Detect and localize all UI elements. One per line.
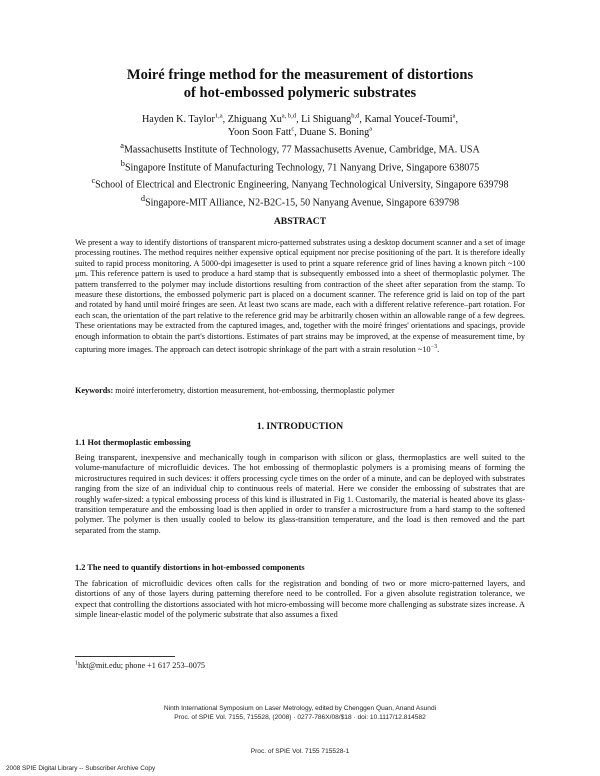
- library-notice: 2008 SPIE Digital Library -- Subscriber Archive Copy: [6, 765, 156, 772]
- title-line-1: Moiré fringe method for the measurement of distortions: [126, 67, 474, 83]
- author-name: Li Shiguang: [301, 114, 352, 125]
- author-affil-mark: b,d: [351, 112, 360, 120]
- keywords: [75, 386, 525, 395]
- paper-title: [60, 66, 540, 102]
- subsection-heading-1-1: 1.1 Hot thermoplastic embossing: [75, 438, 191, 447]
- author-line-1: Hayden K. Taylor$^{1,a}$, Zhiguang Xu$^{a, b,d}$, Li Shiguang$^{b,d}$, Kamal Youcef-Toumi$^a$,: [141, 112, 459, 125]
- author-affil-mark: 1,a: [214, 112, 223, 120]
- author-affil-mark: c: [291, 125, 295, 133]
- affil-text: Singapore Institute of Manufacturing Technology, 71 Nanyang Drive, Singapore 638075: [124, 161, 480, 173]
- author-name: Hayden K. Taylor: [141, 114, 215, 125]
- abstract-body: [75, 238, 525, 355]
- affil-text: Massachusetts Institute of Technology, 77 Massachusetts Avenue, Cambridge, MA. USA: [123, 144, 480, 156]
- author-name: Zhiguang Xu: [227, 114, 282, 125]
- affil-mark: a: [120, 141, 124, 150]
- author-line-2: Yoon Soon Fatt$^c$, Duane S. Boning$^a$: [227, 125, 373, 139]
- keywords-label: Keywords:: [75, 386, 114, 395]
- footnote-mark: 1: [75, 660, 78, 667]
- conference-line-2: Proc. of SPIE Vol. 7155, 715528, (2008) · 0277-786X/08/$18 · doi: 10.1117/12.814582: [174, 714, 426, 721]
- author-name: Duane S. Boning: [299, 127, 370, 139]
- author-affil-mark: a, b,d: [281, 112, 297, 120]
- author-affil-mark: a: [369, 125, 373, 133]
- abstract-heading: ABSTRACT: [273, 216, 327, 227]
- affil-mark: b: [120, 158, 125, 168]
- footnote: [75, 661, 205, 670]
- abstract-text: We present a way to identify distortions of transparent micro-patterned substrates using a desktop document scanner and a set of image processing routines. The method requires neither expensive optical equipment nor precise positioning of the part. It is therefore ideally suited to rapid process monitoring. A 5000-dpi imagesetter is used to print a square reference grid of lines having a known pitch ~100 μm. This reference pattern is used to produce a hard stamp that is subsequently embossed into a sheet of thermoplastic polymer. The pattern transferred to the polymer may include distortions resulting from contraction of the sheet after separation from the stamp. To measure these distortions, the embossed polymeric part is placed on a document scanner. The reference grid is laid on top of the part and rotated by hand until moiré fringes are seen. At least two scans are made, each with a different relative reference–part rotation. For each scan, the orientation of the part relative to the reference grid may be arbitrarily chosen within an allowable range of a few degrees. These orientations may be extracted from the captured images, and, together with the moiré fringes' orientations and spacings, provide enough information to obtain the part's distortions. Estimates of part strains may be improved, at the expense of measurement time, by capturing more images. The approach can detect isotropic shrinkage of the part with a strain resolution ~10: [75, 238, 525, 354]
- page-number: Proc. of SPIE Vol. 7155 715528-1: [250, 748, 350, 755]
- title-line-2: of hot-embossed polymeric substrates: [183, 85, 417, 101]
- intro-heading: 1. INTRODUCTION: [256, 421, 344, 432]
- conference-line-1: Ninth International Symposium on Laser Metrology, edited by Chenggen Quan, Anand Asundi: [163, 705, 437, 712]
- affil-mark: d: [140, 193, 146, 203]
- subsection-text: The fabrication of microfluidic devices often calls for the registration and bonding of two or more micro-patterned layers, and distortions of any of those layers during patterning therefore need to be controlled. For a given absolute registration tolerance, we expect that controlling the distortions associated with hot micro-embossing will become more challenging as substrate sizes increase. A simple linear-elastic model of the polymeric substrate that also assumes a fixed: [75, 579, 525, 620]
- affil-text: School of Electrical and Electronic Engineering, Nanyang Technological University, Singapore 639798: [95, 179, 509, 191]
- affiliation: [30, 174, 570, 192]
- affil-mark: c: [91, 176, 96, 186]
- affil-text: Singapore-MIT Alliance, N2-B2C-15, 50 Nanyang Avenue, Singapore 639798: [145, 196, 460, 208]
- affiliation: [30, 192, 570, 210]
- subsection-heading-1-2: 1.2 The need to quantify distortions in hot-embossed components: [75, 563, 305, 572]
- subsection-text: Being transparent, inexpensive and mechanically tough in comparison with silicon or glass, thermoplastics are well suited to the volume-manufacture of microfluidic devices. The hot embossing of thermoplastic polymers is a promising means of forming the microstructures required in such devices: it offers processing cycle times on the order of a minute, and can be deployed with substrates ranging from the size of an individual chip to continuous reels of material. Here we consider the embossing of substrates that are roughly wafer-sized: a typical embossing process of this kind is illustrated in Fig 1. Customarily, the material is heated above its glass-transition temperature and the embossing load is then applied in order to transfer a microstructure from a hard stamp to the softened polymer. The polymer is then usually cooled to below its glass-transition temperature, and the load is then removed and the part separated from the stamp.: [75, 453, 525, 535]
- affiliation: [30, 157, 570, 175]
- footnote-rule: [75, 656, 175, 657]
- affiliation-list: [30, 139, 570, 209]
- subsection-body-1-1: [75, 453, 525, 536]
- author-list: [40, 113, 560, 139]
- author-name: Yoon Soon Fatt: [227, 127, 292, 139]
- footnote-text: hkt@mit.edu; phone +1 617 253–0075: [78, 661, 206, 670]
- author-affil-mark: a: [452, 112, 456, 120]
- conference-citation: [60, 704, 540, 722]
- author-name: Kamal Youcef-Toumi: [364, 114, 453, 125]
- affiliation: [30, 139, 570, 157]
- subsection-body-1-2: [75, 579, 525, 621]
- abstract-exponent: −3: [430, 344, 438, 351]
- abstract-end: .: [437, 344, 440, 354]
- keywords-text: moiré interferometry, distortion measurement, hot-embossing, thermoplastic polymer: [113, 386, 395, 395]
